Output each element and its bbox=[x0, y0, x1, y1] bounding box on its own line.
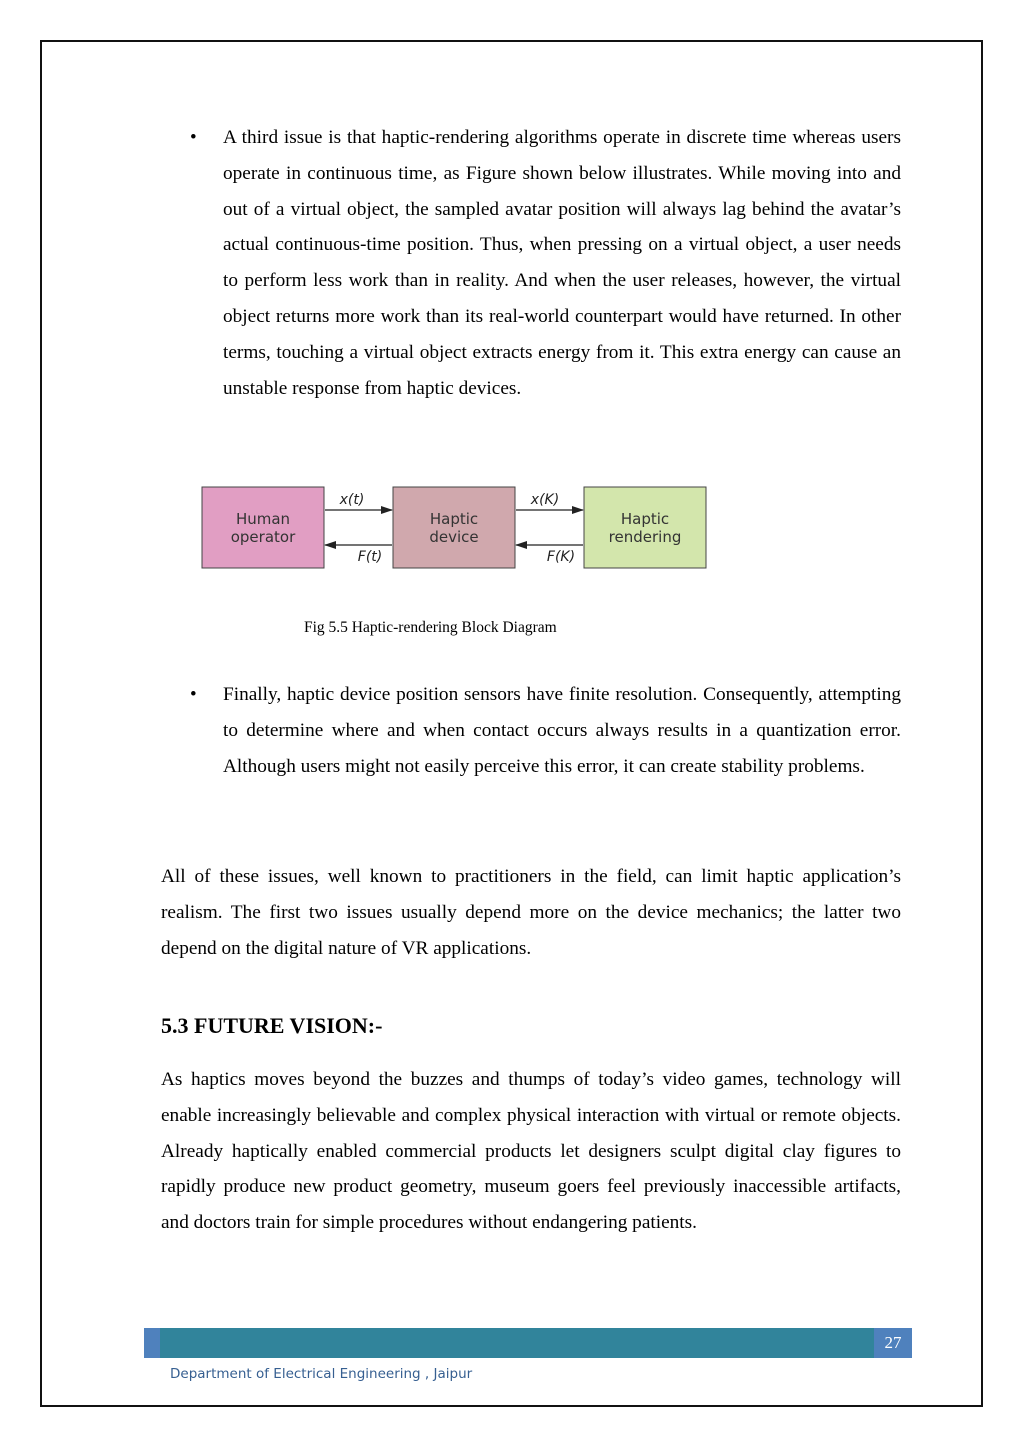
block-label: rendering bbox=[608, 528, 682, 546]
footer-accent bbox=[144, 1328, 160, 1358]
arrow-label-f-k: F(K) bbox=[546, 549, 576, 565]
bullet-icon: • bbox=[190, 127, 197, 148]
arrow-label-x-t: x(t) bbox=[339, 492, 365, 508]
bullet-item-third-issue bbox=[190, 120, 901, 406]
block-label: device bbox=[429, 528, 479, 546]
arrow-label-x-k: x(K) bbox=[530, 492, 560, 508]
bullet-text: Finally, haptic device position sensors have finite resolution. Consequently, attempting to determine where and when contact occurs always results in a quantization error. Although users might not easily perceive this error, it can create stability problems. bbox=[223, 684, 901, 777]
haptic-block-diagram bbox=[200, 484, 710, 574]
block-label: Haptic bbox=[429, 510, 479, 528]
paragraph-issues-summary: All of these issues, well known to practitioners in the field, can limit haptic application’s realism. The first two issues usually depend more on the device mechanics; the latter two depend on the digital nature of VR applications. bbox=[161, 866, 901, 959]
arrow-label-f-t: F(t) bbox=[357, 549, 383, 565]
paragraph-future-vision: As haptics moves beyond the buzzes and thumps of today’s video games, technology will enable increasingly believable and complex physical interaction with virtual or remote objects. Already haptically enabled commercial products let designers sculpt digital clay figures to rapidly produce new product geometry, museum goers feel previously inaccessible artifacts, and doctors train for simple procedures without endangering patients. bbox=[161, 1069, 901, 1234]
block-label: Human bbox=[235, 510, 291, 528]
bullet-icon: • bbox=[190, 684, 197, 705]
section-heading: 5.3 FUTURE VISION:- bbox=[161, 1013, 383, 1038]
figure-caption: Fig 5.5 Haptic-rendering Block Diagram bbox=[304, 619, 557, 636]
bullet-text: A third issue is that haptic-rendering algorithms operate in discrete time whereas users operate in continuous time, as Figure shown below illustrates. While moving into and out of a virtual object, the sampled avatar position will always lag behind the avatar’s actual continuous-time position. Thus, when pressing on a virtual object, a user needs to perform less work than in reality. And when the user releases, however, the virtual object returns more work than its real-world counterpart would have returned. In other terms, touching a virtual object extracts energy from it. This extra energy can cause an unstable response from haptic devices. bbox=[223, 127, 901, 399]
page-number: 27 bbox=[874, 1328, 912, 1358]
footer-bar bbox=[144, 1328, 912, 1358]
footer-department: Department of Electrical Engineering , Jaipur bbox=[170, 1366, 473, 1382]
block-label: Haptic bbox=[620, 510, 670, 528]
block-label: operator bbox=[230, 528, 296, 546]
bullet-item-finite-resolution bbox=[190, 677, 901, 784]
